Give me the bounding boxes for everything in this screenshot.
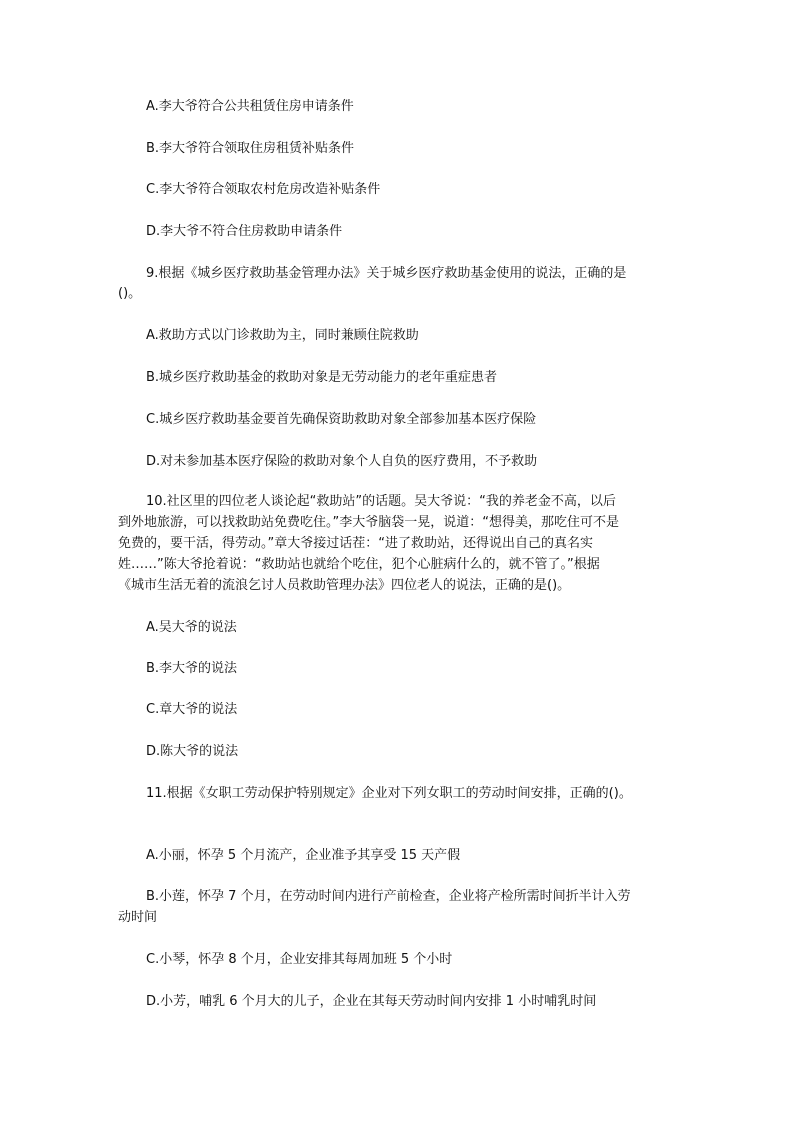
q11-option-b-line1: B.小莲，怀孕 7 个月，在劳动时间内进行产前检查，企业将产检所需时间折半计入劳 — [146, 889, 631, 904]
q11-option-d: D.小芳，哺乳 6 个月大的儿子，企业在其每天劳动时间内安排 1 小时哺乳时间 — [146, 994, 597, 1009]
q11-option-b-line2: 动时间 — [118, 910, 158, 925]
q10-option-b: B.李大爷的说法 — [146, 661, 238, 676]
q8-option-c: C.李大爷符合领取农村危房改造补贴条件 — [146, 182, 381, 197]
q10-stem-line2: 到外地旅游，可以找救助站免费吃住。”李大爷脑袋一晃，说道：“想得美，那吃住可不是 — [118, 515, 619, 530]
q11-option-a: A.小丽，怀孕 5 个月流产，企业准予其享受 15 天产假 — [146, 848, 461, 863]
q10-option-a: A.吴大爷的说法 — [146, 620, 237, 635]
q10-stem-line1: 10.社区里的四位老人谈论起“救助站”的话题。吴大爷说：“我的养老金不高，以后 — [146, 494, 616, 509]
q8-option-a: A.李大爷符合公共租赁住房申请条件 — [146, 99, 354, 114]
q9-option-d: D.对未参加基本医疗保险的救助对象个人自负的医疗费用，不予救助 — [146, 454, 538, 469]
q10-stem-line3: 免费的，要干活，得劳动。”章大爷接过话茬：“进了救助站，还得说出自己的真名实 — [118, 536, 593, 551]
q9-stem-line2: ()。 — [118, 286, 142, 301]
q11-stem: 11.根据《女职工劳动保护特别规定》企业对下列女职工的劳动时间安排，正确的()。 — [146, 786, 632, 801]
q10-option-c: C.章大爷的说法 — [146, 702, 238, 717]
q11-option-c: C.小琴，怀孕 8 个月，企业安排其每周加班 5 个小时 — [146, 952, 453, 967]
q8-option-b: B.李大爷符合领取住房租赁补贴条件 — [146, 141, 355, 156]
q10-option-d: D.陈大爷的说法 — [146, 744, 239, 759]
q9-option-b: B.城乡医疗救助基金的救助对象是无劳动能力的老年重症患者 — [146, 370, 498, 385]
q10-stem-line5: 《城市生活无着的流浪乞讨人员救助管理办法》四位老人的说法，正确的是()。 — [118, 578, 571, 593]
q10-stem-line4: 姓……”陈大爷抢着说：“救助站也就给个吃住，犯个心脏病什么的，就不管了。”根据 — [118, 557, 600, 572]
q9-stem-line1: 9.根据《城乡医疗救助基金管理办法》关于城乡医疗救助基金使用的说法，正确的是 — [146, 266, 627, 281]
q9-option-c: C.城乡医疗救助基金要首先确保资助救助对象全部参加基本医疗保险 — [146, 412, 537, 427]
q8-option-d: D.李大爷不符合住房救助申请条件 — [146, 224, 343, 239]
q9-option-a: A.救助方式以门诊救助为主，同时兼顾住院救助 — [146, 328, 419, 343]
